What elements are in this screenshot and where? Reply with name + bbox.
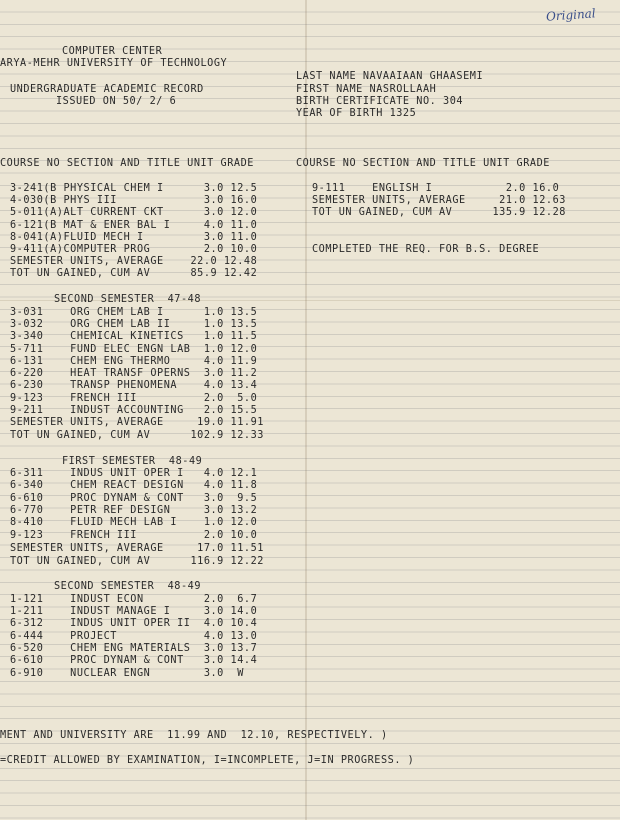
semester-summary: SEMESTER UNITS, AVERAGE 21.0 12.63: [312, 195, 566, 206]
cumulative-summary: TOT UN GAINED, CUM AV 135.9 12.28: [312, 207, 566, 218]
paper-fold-vertical: [305, 0, 307, 820]
course-row: 9-123 FRENCH III 2.0 10.0: [10, 530, 258, 541]
course-row: 6-340 CHEM REACT DESIGN 4.0 11.8: [10, 480, 258, 491]
course-row: 6-121(B MAT & ENER BAL I 4.0 11.0: [10, 220, 258, 231]
semester-summary: SEMESTER UNITS, AVERAGE 19.0 11.91: [10, 417, 264, 428]
cumulative-summary: TOT UN GAINED, CUM AV 102.9 12.33: [10, 430, 264, 441]
semester-summary: SEMESTER UNITS, AVERAGE 22.0 12.48: [10, 256, 258, 267]
course-row: 1-121 INDUST ECON 2.0 6.7: [10, 594, 258, 605]
semester-title: SECOND SEMESTER 47-48: [54, 294, 202, 305]
institution-line1: COMPUTER CENTER: [62, 46, 163, 57]
record-title: UNDERGRADUATE ACADEMIC RECORD: [10, 84, 204, 95]
cumulative-summary: TOT UN GAINED, CUM AV 85.9 12.42: [10, 268, 258, 279]
course-row: 9-411(A)COMPUTER PROG 2.0 10.0: [10, 244, 258, 255]
course-row: 6-910 NUCLEAR ENGN 3.0 W: [10, 668, 244, 679]
degree-completion-note: COMPLETED THE REQ. FOR B.S. DEGREE: [312, 244, 540, 255]
course-row: 6-312 INDUS UNIT OPER II 4.0 10.4: [10, 618, 258, 629]
year-of-birth: YEAR OF BIRTH 1325: [296, 108, 417, 119]
institution-line2: ARYA-MEHR UNIVERSITY OF TECHNOLOGY: [0, 58, 228, 69]
course-row: 6-131 CHEM ENG THERMO 4.0 11.9: [10, 356, 258, 367]
course-row: 6-220 HEAT TRANSF OPERNS 3.0 11.2: [10, 368, 258, 379]
issued-date: ISSUED ON 50/ 2/ 6: [56, 96, 177, 107]
cumulative-summary: TOT UN GAINED, CUM AV 116.9 12.22: [10, 556, 264, 567]
course-row: 9-123 FRENCH III 2.0 5.0: [10, 393, 258, 404]
birth-certificate: BIRTH CERTIFICATE NO. 304: [296, 96, 464, 107]
course-row: 3-241(B PHYSICAL CHEM I 3.0 12.5: [10, 183, 258, 194]
course-row: 9-211 INDUST ACCOUNTING 2.0 15.5: [10, 405, 258, 416]
course-row: 3-032 ORG CHEM LAB II 1.0 13.5: [10, 319, 258, 330]
footer-legend: =CREDIT ALLOWED BY EXAMINATION, I=INCOMPLETE, J=IN PROGRESS. ): [0, 755, 415, 766]
course-row: 3-031 ORG CHEM LAB I 1.0 13.5: [10, 307, 258, 318]
course-row: 1-211 INDUST MANAGE I 3.0 14.0: [10, 606, 258, 617]
footer-average-note: MENT AND UNIVERSITY ARE 11.99 AND 12.10, RESPECTIVELY. ): [0, 730, 388, 741]
course-row: 5-711 FUND ELEC ENGN LAB 1.0 12.0: [10, 344, 258, 355]
course-row: 9-111 ENGLISH I 2.0 16.0: [312, 183, 560, 194]
course-row: 6-610 PROC DYNAM & CONT 3.0 9.5: [10, 493, 258, 504]
last-name: LAST NAME NAVAAIAAN GHAASEMI: [296, 71, 484, 82]
column-header-right: COURSE NO SECTION AND TITLE UNIT GRADE: [296, 158, 550, 169]
course-row: 8-410 FLUID MECH LAB I 1.0 12.0: [10, 517, 258, 528]
column-header-left: COURSE NO SECTION AND TITLE UNIT GRADE: [0, 158, 254, 169]
course-row: 3-340 CHEMICAL KINETICS 1.0 11.5: [10, 331, 258, 342]
first-name: FIRST NAME NASROLLAAH: [296, 84, 437, 95]
course-row: 6-520 CHEM ENG MATERIALS 3.0 13.7: [10, 643, 258, 654]
course-row: 8-041(A)FLUID MECH I 3.0 11.0: [10, 232, 258, 243]
course-row: 5-011(A)ALT CURRENT CKT 3.0 12.0: [10, 207, 258, 218]
handwritten-note: Original: [545, 6, 597, 24]
course-row: 6-770 PETR REF DESIGN 3.0 13.2: [10, 505, 258, 516]
course-row: 6-230 TRANSP PHENOMENA 4.0 13.4: [10, 380, 258, 391]
course-row: 6-311 INDUS UNIT OPER I 4.0 12.1: [10, 468, 258, 479]
course-row: 6-444 PROJECT 4.0 13.0: [10, 631, 258, 642]
semester-title: FIRST SEMESTER 48-49: [62, 456, 203, 467]
semester-title: SECOND SEMESTER 48-49: [54, 581, 202, 592]
course-row: 4-030(B PHYS III 3.0 16.0: [10, 195, 258, 206]
semester-summary: SEMESTER UNITS, AVERAGE 17.0 11.51: [10, 543, 264, 554]
course-row: 6-610 PROC DYNAM & CONT 3.0 14.4: [10, 655, 258, 666]
